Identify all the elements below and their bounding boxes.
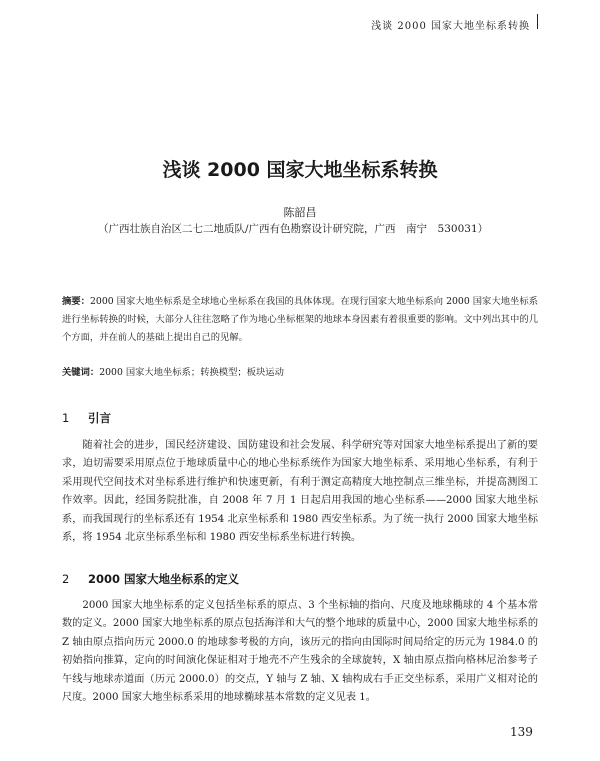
abstract-label: 摘要：	[62, 296, 90, 307]
paper-title: 浅谈 2000 国家大地坐标系转换	[162, 159, 438, 181]
section-1-heading	[62, 410, 111, 426]
section-2-heading	[62, 571, 239, 587]
section-2-title: 2000 国家大地坐标系的定义	[88, 572, 240, 586]
page-number: 139	[510, 725, 533, 739]
running-head: 浅谈 2000 国家大地坐标系转换	[371, 21, 530, 32]
keywords-text: 2000 国家大地坐标系；转换模型；板块运动	[99, 367, 284, 378]
section-1-number: 1	[62, 411, 70, 425]
section-2-body: 2000 国家大地坐标系的定义包括坐标系的原点、3 个坐标轴的指向、尺度及地球椭球的 4 个基本常数的定义。2000 国家大地坐标系的原点包括海洋和大气的整个地球的质量中心，2000 国家大地坐标系的 Z 轴由原点指向历元 2000.0 的地球参考极的方向，该历元的指向由国际时间局给定的历元为 1984.0 的初始指向推算，定向的时间演化保证相对于地壳不产生残余的全球旋转，X 轴由原点指向格林尼治参考子午线与地球赤道面（历元 2000.0）的交点，Y 轴与 Z 轴、X 轴构成右手正交坐标系，采用广义相对论的尺度。2000 国家大地坐标系采用的地球椭球基本常数的定义见表 1。	[62, 600, 539, 704]
author-affiliation: （广西壮族自治区二七二地质队/广西有色勘察设计研究院，广西 南宁 530031）	[98, 223, 489, 235]
keywords-label: 关键词：	[62, 367, 100, 378]
author-name: 陈韶昌	[283, 206, 317, 219]
section-1-body: 随着社会的进步，国民经济建设、国防建设和社会发展、科学研究等对国家大地坐标系提出了新的要求，迫切需要采用原点位于地球质量中心的地心坐标系统作为国家大地坐标系、采用地心坐标系，有利于采用现代空间技术对坐标系进行维护和快速更新，有利于测定高精度大地控制点三维坐标，并提高测图工作效率。因此，经国务院批准，自 2008 年 7 月 1 日起启用我国的地心坐标系——2000 国家大地坐标系，而我国现行的坐标系还有 1954 北京坐标系和 1980 西安坐标系。为了统一执行 2000 国家大地坐标系，将 1954 北京坐标系坐标和 1980 西安坐标系坐标进行转换。	[62, 440, 538, 544]
abstract	[62, 293, 538, 347]
keywords	[62, 364, 538, 382]
section-2-number: 2	[62, 572, 70, 586]
section-1-title: 引言	[88, 411, 111, 425]
running-head-rule	[537, 14, 538, 29]
abstract-text: 2000 国家大地坐标系是全球地心坐标系在我国的具体体现。在现行国家大地坐标系向 2000 国家大地坐标系进行坐标转换的时候，大部分人往往忽略了作为地心坐标框架的地球本身因素有着很重要的影响。文中列出其中的几个方面，并在前人的基础上提出自己的见解。	[62, 296, 538, 343]
